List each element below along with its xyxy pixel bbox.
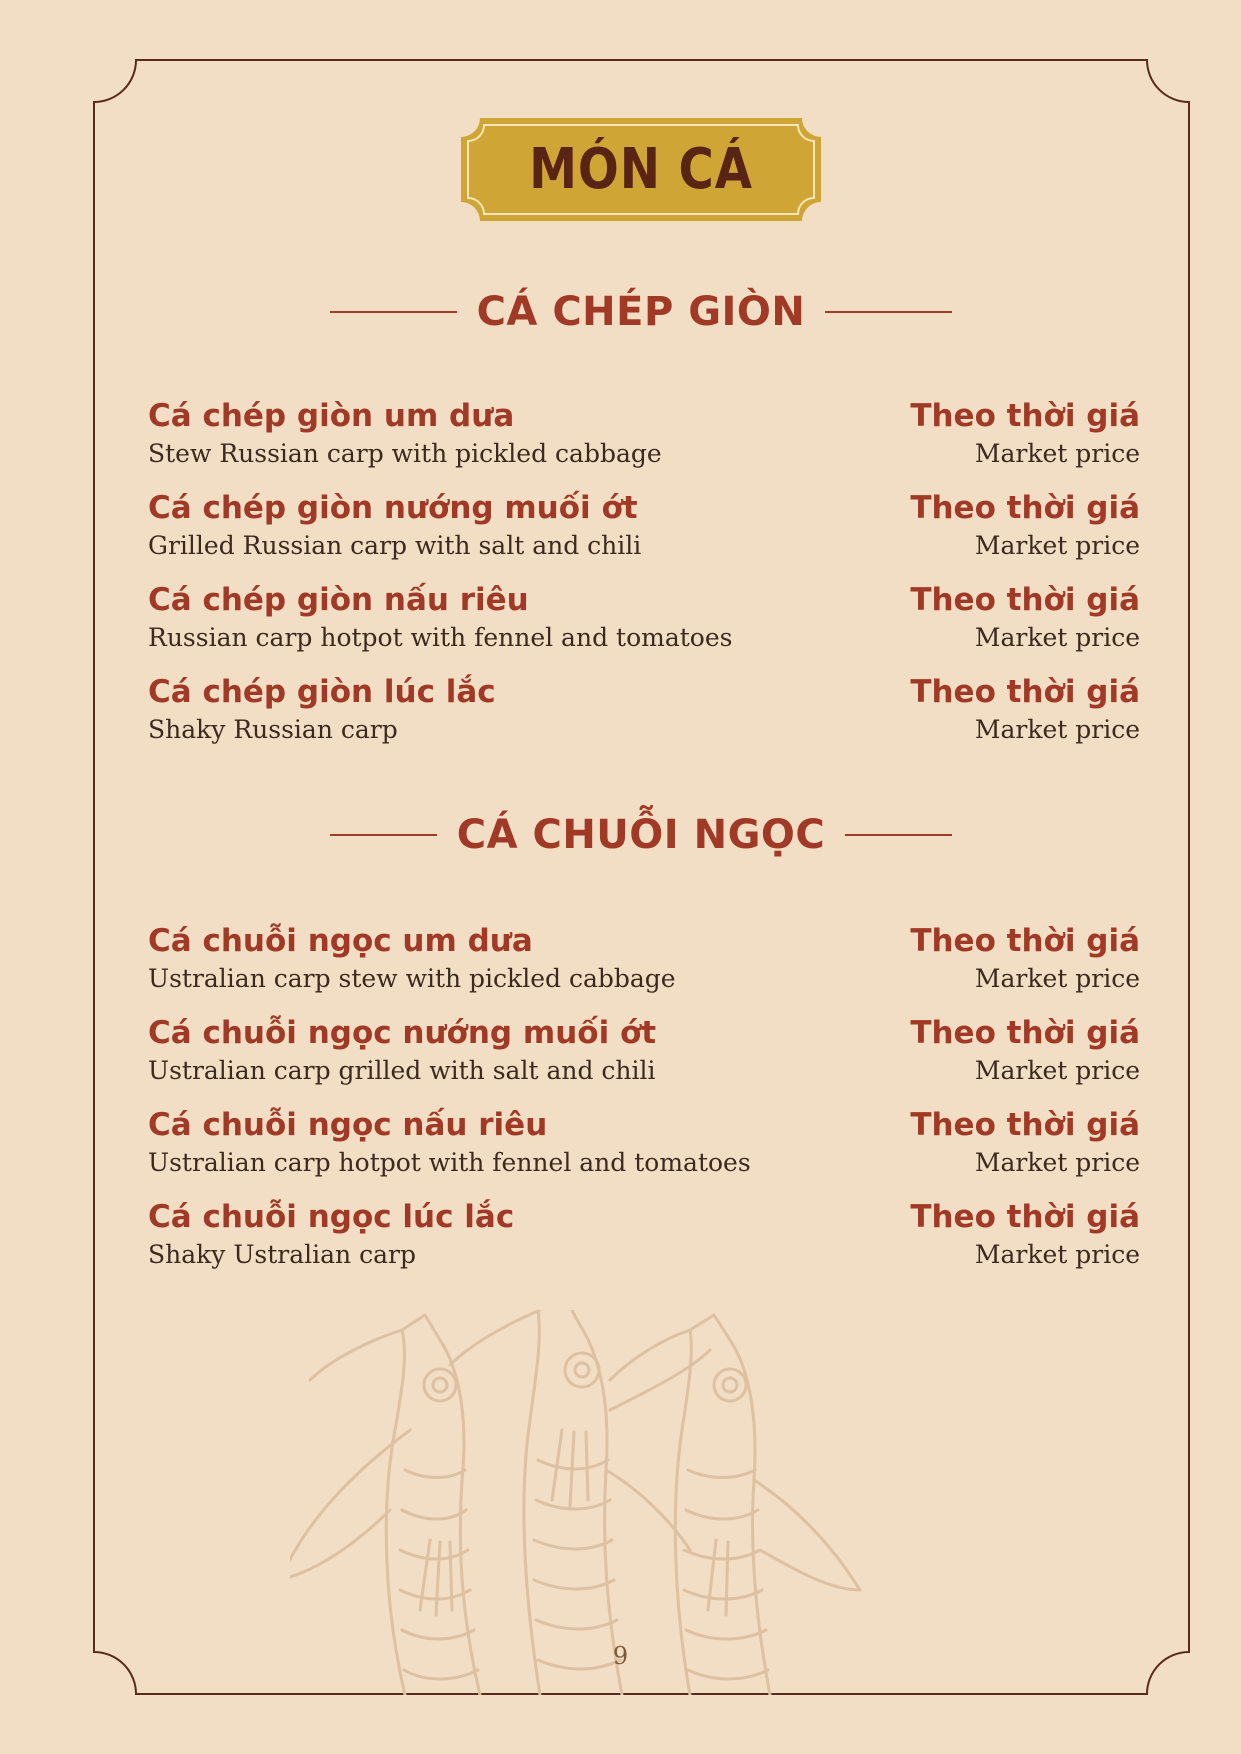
menu-item <box>148 921 1140 1013</box>
fish-middle-icon <box>450 1310 710 1695</box>
fish-illustration <box>290 1310 980 1695</box>
menu-list-ca-chep-gion <box>148 396 1140 764</box>
dish-name: Cá chuỗi ngọc um dưa <box>148 923 533 959</box>
dish-description: Ustralian carp hotpot with fennel and tomatoes <box>148 1148 751 1177</box>
dish-price: Theo thời giá <box>910 1107 1140 1143</box>
dish-name: Cá chép giòn lúc lắc <box>148 674 496 710</box>
heading-rule-right <box>825 311 952 313</box>
menu-item <box>148 1197 1140 1289</box>
dish-price-english: Market price <box>974 964 1140 993</box>
dish-price-english: Market price <box>974 715 1140 744</box>
menu-item <box>148 580 1140 672</box>
menu-item <box>148 488 1140 580</box>
page-number: 9 <box>612 1642 629 1670</box>
page-title: MÓN CÁ <box>529 137 753 202</box>
fish-left-icon <box>290 1315 480 1695</box>
menu-item <box>148 1105 1140 1197</box>
section-heading-ca-chep-gion <box>330 282 952 342</box>
section-title: CÁ CHÉP GIÒN <box>476 289 806 335</box>
dish-price-english: Market price <box>974 623 1140 652</box>
dish-price-english: Market price <box>974 1056 1140 1085</box>
dish-description: Shaky Russian carp <box>148 715 398 744</box>
dish-name: Cá chuỗi ngọc lúc lắc <box>148 1199 515 1235</box>
title-badge <box>460 117 822 222</box>
heading-rule-left <box>330 834 437 836</box>
dish-name: Cá chuỗi ngọc nướng muối ớt <box>148 1015 657 1051</box>
menu-item <box>148 1013 1140 1105</box>
heading-rule-left <box>330 311 457 313</box>
dish-price: Theo thời giá <box>910 582 1140 618</box>
dish-price-english: Market price <box>974 1240 1140 1269</box>
dish-description: Grilled Russian carp with salt and chili <box>148 531 642 560</box>
dish-name: Cá chuỗi ngọc nấu riêu <box>148 1107 548 1143</box>
dish-name: Cá chép giòn nấu riêu <box>148 582 529 618</box>
dish-price-english: Market price <box>974 531 1140 560</box>
dish-price-english: Market price <box>974 439 1140 468</box>
dish-description: Stew Russian carp with pickled cabbage <box>148 439 662 468</box>
dish-description: Shaky Ustralian carp <box>148 1240 416 1269</box>
dish-name: Cá chép giòn nướng muối ớt <box>148 490 638 526</box>
dish-price: Theo thời giá <box>910 490 1140 526</box>
menu-item <box>148 672 1140 764</box>
dish-description: Russian carp hotpot with fennel and tomatoes <box>148 623 733 652</box>
section-title: CÁ CHUỖI NGỌC <box>456 812 826 858</box>
dish-price: Theo thời giá <box>910 1015 1140 1051</box>
dish-description: Ustralian carp stew with pickled cabbage <box>148 964 676 993</box>
section-heading-ca-chuoi-ngoc <box>330 805 952 865</box>
menu-item <box>148 396 1140 488</box>
dish-price: Theo thời giá <box>910 923 1140 959</box>
menu-list-ca-chuoi-ngoc <box>148 921 1140 1289</box>
dish-description: Ustralian carp grilled with salt and chili <box>148 1056 656 1085</box>
dish-price: Theo thời giá <box>910 674 1140 710</box>
dish-name: Cá chép giòn um dưa <box>148 398 515 434</box>
dish-price-english: Market price <box>974 1148 1140 1177</box>
heading-rule-right <box>845 834 952 836</box>
dish-price: Theo thời giá <box>910 1199 1140 1235</box>
fish-right-icon <box>610 1315 860 1695</box>
dish-price: Theo thời giá <box>910 398 1140 434</box>
